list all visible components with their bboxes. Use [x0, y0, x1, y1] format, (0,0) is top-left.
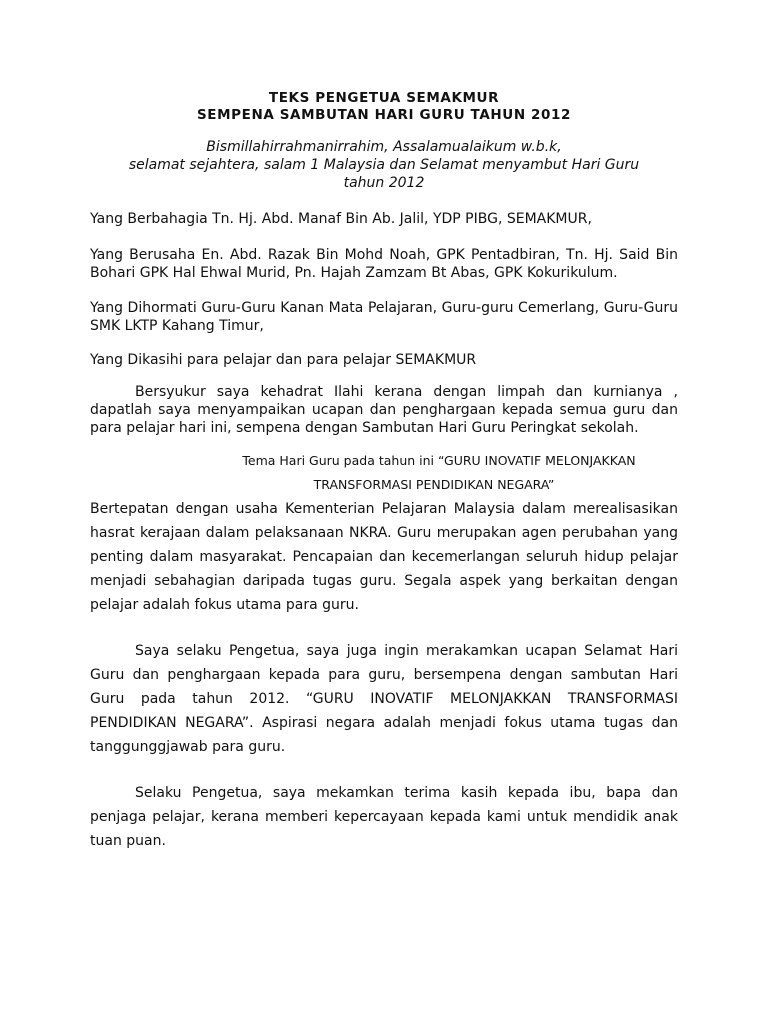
theme-line-1: Tema Hari Guru pada tahun ini “GURU INOVATIF MELONJAKKAN — [242, 453, 636, 468]
address-ydp: Yang Berbahagia Tn. Hj. Abd. Manaf Bin Ab. Jalil, YDP PIBG, SEMAKMUR, — [90, 211, 592, 227]
document-title — [90, 90, 678, 124]
address-gpk: Yang Berusaha En. Abd. Razak Bin Mohd Noah, GPK Pentadbiran, Tn. Hj. Said Bin Bohari GPK Hal Ehwal Murid, Pn. Hajah Zamzam Bt Abas, GPK Kokurikulum. — [90, 247, 678, 281]
title-line-2: SEMPENA SAMBUTAN HARI GURU TAHUN 2012 — [196, 107, 571, 123]
paragraph-nkra: Bertepatan dengan usaha Kementerian Pelajaran Malaysia dalam merealisasikan hasrat kerajaan dalam pelaksanaan NKRA. Guru merupakan agen perubahan yang penting dalam masyarakat. Pencapaian dan kecemerlangan seluruh hidup pelajar menjadi sebahagian daripada tugas guru. Segala aspek yang berkaitan dengan pelajar adalah fokus utama para guru. — [90, 501, 678, 613]
paragraph-thanks: Selaku Pengetua, saya mekamkan terima kasih kepada ibu, bapa dan penjaga pelajar, kerana memberi kepercayaan kepada kami untuk mendidik anak tuan puan. — [90, 785, 678, 849]
title-line-1: TEKS PENGETUA SEMAKMUR — [268, 90, 500, 106]
address-students: Yang Dikasihi para pelajar dan para pelajar SEMAKMUR — [90, 352, 477, 368]
paragraph-principal: Saya selaku Pengetua, saya juga ingin merakamkan ucapan Selamat Hari Guru dan penghargaan kepada para guru, bersempena dengan sambutan Hari Guru pada tahun 2012. “GURU INOVATIF MELONJAKKAN TRANSFORMASI PENDIDIKAN NEGARA”. Aspirasi negara adalah menjadi fokus utama tugas dan tanggunggjawab para guru. — [90, 643, 678, 755]
greeting — [90, 138, 678, 192]
paragraph-gratitude: Bersyukur saya kehadrat Ilahi kerana dengan limpah dan kurnianya , dapatlah saya menyampaikan ucapan dan penghargaan kepada semua guru dan para pelajar hari ini, sempena dengan Sambutan Hari Guru Peringkat sekolah. — [90, 384, 678, 436]
greeting-line-3: tahun 2012 — [343, 175, 425, 191]
theme-line-2: TRANSFORMASI PENDIDIKAN NEGARA” — [313, 477, 555, 492]
greeting-line-1: Bismillahirrahmanirrahim, Assalamualaikum w.b.k, — [206, 139, 562, 155]
address-teachers: Yang Dihormati Guru-Guru Kanan Mata Pelajaran, Guru-guru Cemerlang, Guru-Guru SMK LKTP Kahang Timur, — [90, 300, 678, 334]
theme-statement — [90, 449, 678, 497]
greeting-line-2: selamat sejahtera, salam 1 Malaysia dan Selamat menyambut Hari Guru — [128, 157, 640, 173]
